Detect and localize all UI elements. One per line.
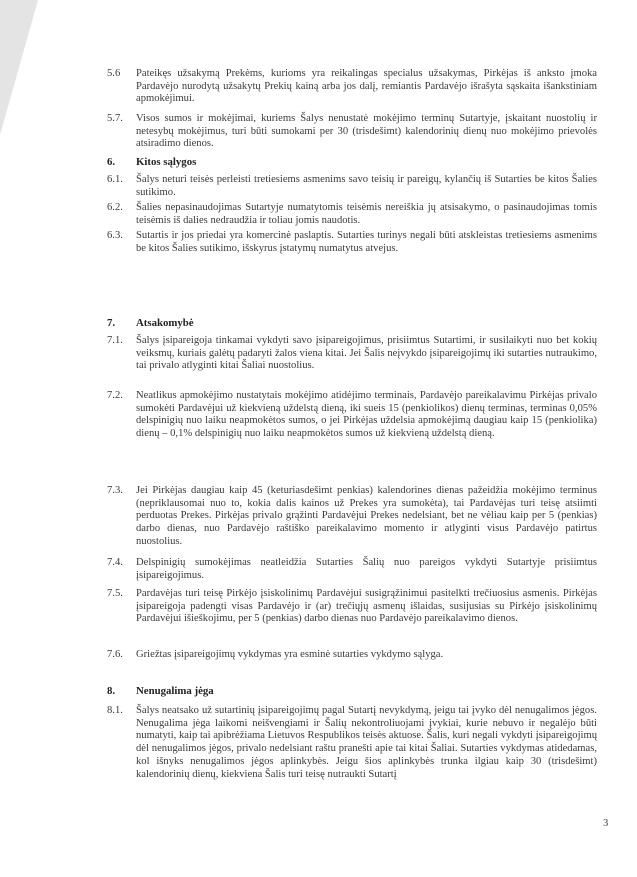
section-heading-7 [107,317,194,329]
clause-text: Visos sumos ir mokėjimai, kuriems Šalys nenustatė mokėjimo terminų Sutartyje, įskaitant nuostolių ir netesybų mokėjimus, turi būti sumokami per 30 (trisdešimt) kalendorinių dienų nuo mokėjimo prievolės atsiradimo dienos. [136,113,597,150]
section-heading-8 [107,685,214,697]
clause-6-1 [107,174,597,199]
heading-number: 8. [107,685,116,697]
clause-text: Sutartis ir jos priedai yra komercinė paslaptis. Sutarties turinys negali būti atskleistas tretiesiems asmenims be kitos Šalies sutikimo, išskyrus įstatymų numatytus atvejus. [136,230,597,254]
clause-number: 7.1. [107,335,123,346]
clause-text: Pardavėjas turi teisę Pirkėjo įsiskolinimų Pardavėjui susigrąžinimui pasitelkti trečiuosius asmenis. Pirkėjas įsipareigoja padengti visas Pardavėjo ir (ar) trečiųjų asmenų išlaidas, susijusias su Pirkėjo įsiskolinimų Pardavėjui išieškojimu, per 5 (penkias) darbo dienas nuo Pardavėjo pareikalavimo dienos. [136,588,597,625]
clause-text: Šalys neturi teisės perleisti tretiesiems asmenims savo teisių ir pareigų, kylančių iš Sutarties be kitos Šalies sutikimo. [136,174,597,198]
clause-text: Neatlikus apmokėjimo nustatytais mokėjimo atidėjimo terminais, Pardavėjo pareikalavimu Pirkėjas privalo sumokėti Pardavėjui už kiekvieną uždelstą dieną, iki sueis 15 (penkiolikos) dienų terminas, terminas 0,05% delspinigių nuo laiku neapmokėtos sumos, o jei Pirkėjas uždelsia apmokėjimą daugiau kaip 15 (penkiolika) dienų – 0,1% delspinigių nuo laiku neapmokėtos sumos už kiekvieną uždelstą dieną. [136,390,597,440]
clause-7-4 [107,557,597,582]
clause-number: 6.1. [107,174,123,185]
clause-7-5 [107,588,597,626]
clause-number: 7.4. [107,557,123,568]
scan-shadow [0,0,38,135]
clause-text: Jei Pirkėjas daugiau kaip 45 (keturiasdešimt penkias) kalendorines dienas pažeidžia mokėjimo terminus (nepriklausomai nuo to, kokia dalis kainos už Prekes yra sumokėta), tai Pardavėjas turi teisę atsiimti perduotas Prekes. Pirkėjas privalo grąžinti Pardavėjui Prekes nedelsiant, bet ne vėliau kaip per 5 (penkias) darbo dienas, nuo Pardavėjo raštiško pareikalavimo momento ir atlyginti visus Pardavėjo patirtus nuostolius. [136,485,597,547]
clause-number: 6.2. [107,202,123,213]
clause-6-3 [107,230,597,255]
clause-7-1 [107,335,597,373]
clause-text: Šalies nepasinaudojimas Sutartyje numatytomis teisėmis nereiškia jų atsisakymo, o pasinaudojimas tomis teisėmis iš dalies nedraudžia ir toliau jomis naudotis. [136,202,597,226]
clause-text: Griežtas įsipareigojimų vykdymas yra esminė sutarties vykdymo sąlyga. [136,649,444,660]
clause-6-2 [107,202,597,227]
clause-text: Delspinigių sumokėjimas neatleidžia Sutarties Šalių nuo pareigos vykdyti Sutartyje prisiimtus įsipareigojimus. [136,557,597,581]
clause-text: Šalys neatsako už sutartinių įsipareigojimų pagal Sutartį nevykdymą, jeigu tai įvyko dėl nenugalimos jėgos. Nenugalima jėga laikomi neišvengiami ir Šalių nekontroliuojami įvykiai, kurie nebuvo ir negalėjo būti numatyti, kaip tai apibrėžiama Lietuvos Respublikos teisės aktuose. Šalis, kuri negali vykdyti įsipareigojimų dėl nenugalimos jėgos, privalo nedelsiant raštu pranešti apie tai kitai Šaliai. Sutarties vykdymas atidedamas, kol išnyks nenugalimos jėgos aplinkybės. Jeigu šios aplinkybės trunka ilgiau kaip 30 (trisdešimt) kalendorinių dienų, kiekviena Šalis turi teisę nutraukti Sutartį [136,705,597,780]
heading-title: Nenugalima jėga [136,685,214,697]
page-number: 3 [603,818,609,829]
clause-8-1 [107,705,597,781]
clause-text: Šalys įsipareigoja tinkamai vykdyti savo įsipareigojimus, prisiimtus Sutartimi, ir susilaikyti nuo bet kokių veiksmų, kuriais galėtų padaryti žalos viena kitai. Jei Šalis neįvykdo įsipareigojimų iki sutarties nutraukimo, tai privalo atlyginti kitai Šaliai nuostolius. [136,335,597,372]
clause-number: 8.1. [107,705,123,716]
clause-5-6 [107,68,597,106]
clause-number: 7.5. [107,588,123,599]
clause-7-3 [107,485,597,549]
section-heading-6 [107,156,196,168]
clause-number: 6.3. [107,230,123,241]
clause-number: 7.2. [107,390,123,401]
clause-number: 5.6 [107,68,121,79]
clause-5-7 [107,113,597,151]
clause-number: 7.3. [107,485,123,496]
clause-7-2 [107,390,597,441]
heading-title: Kitos sąlygos [136,156,197,168]
clause-text: Pateikęs užsakymą Prekėms, kurioms yra reikalingas specialus užsakymas, Pirkėjas iš anksto įmoka Pardavėjo nurodytą užsakytų Prekių kainą arba jos dalį, remiantis Pardavėjo išrašyta sąskaita išankstiniam apmokėjimui. [136,68,597,105]
clause-number: 5.7. [107,113,123,124]
clause-number: 7.6. [107,649,123,660]
heading-title: Atsakomybė [136,317,194,329]
clause-7-6 [107,649,597,662]
heading-number: 6. [107,156,116,168]
heading-number: 7. [107,317,116,329]
